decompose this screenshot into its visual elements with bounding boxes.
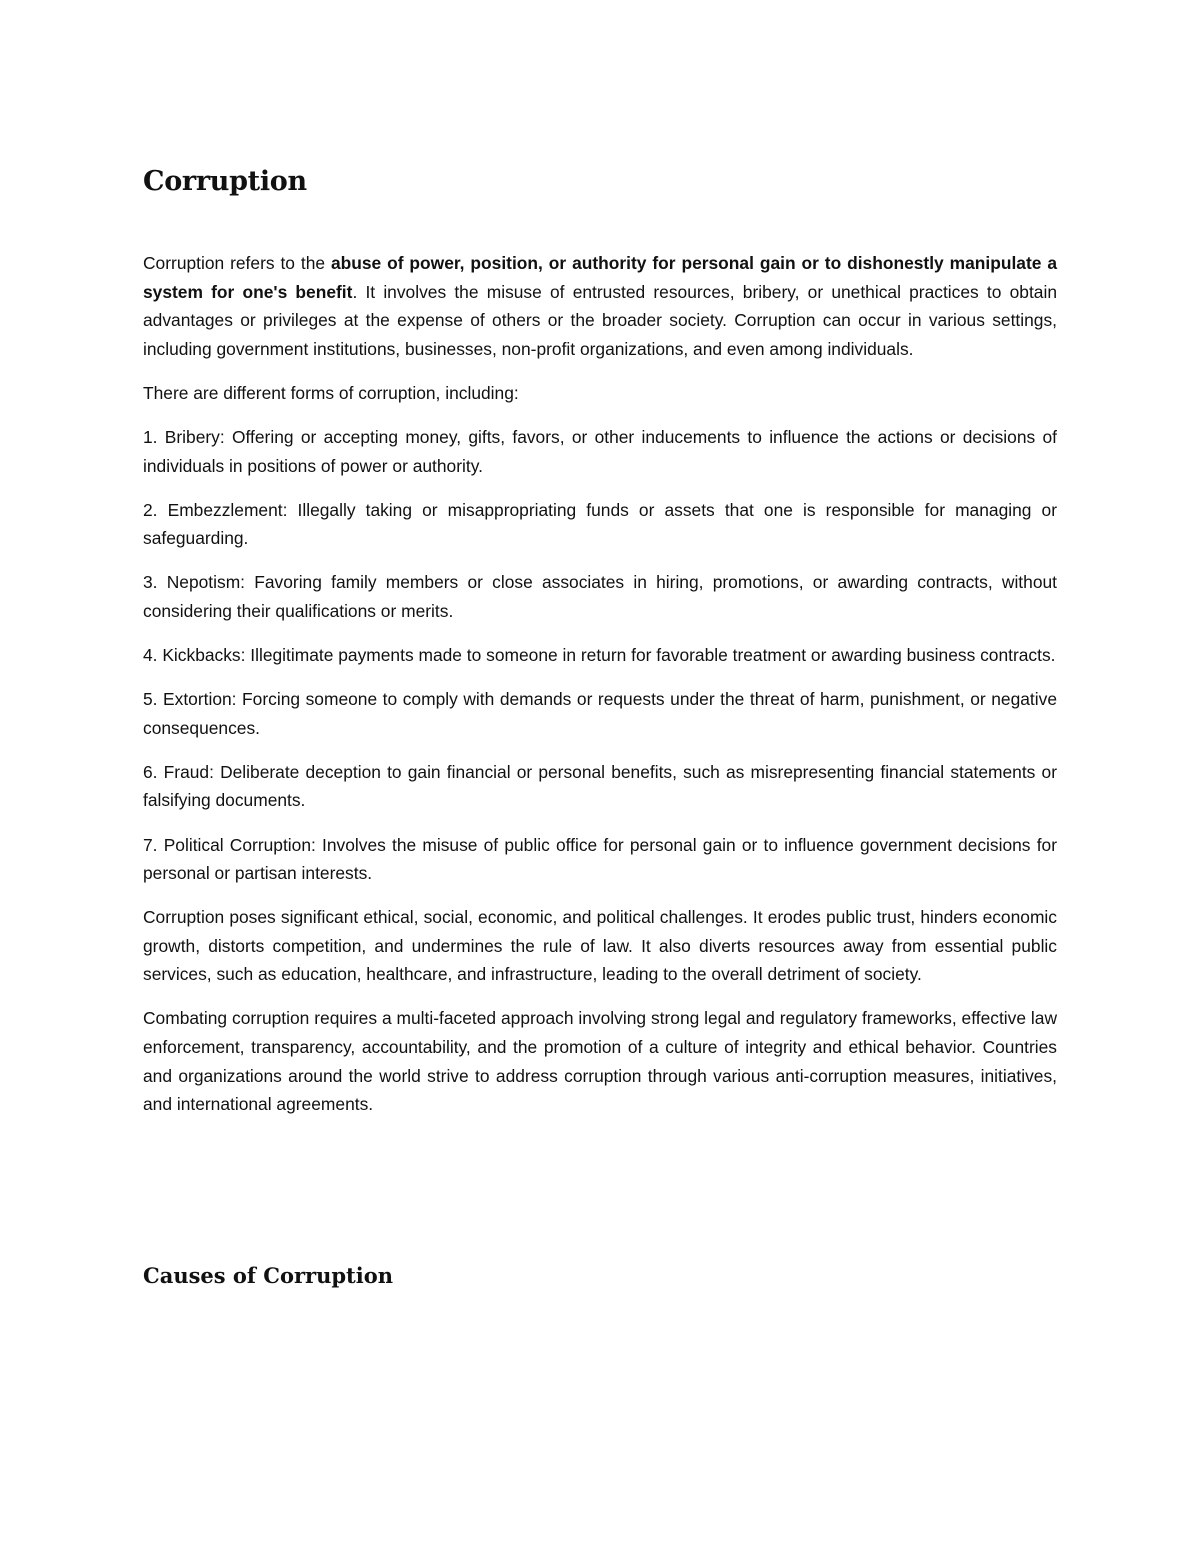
section-heading-causes: Causes of Corruption [143, 1263, 394, 1288]
combating-paragraph: Combating corruption requires a multi-faceted approach involving strong legal and regulatory frameworks, effective law enforcement, transparency, accountability, and the promotion of a culture of integrity and ethical behavior. Countries and organizations around the world strive to address corruption through various anti-corruption measures, initiatives, and international agreements. [143, 1008, 1057, 1115]
forms-intro-paragraph: There are different forms of corruption, including: [143, 382, 519, 403]
intro-paragraph [143, 249, 1057, 363]
form-item-bribery: 1. Bribery: Offering or accepting money, gifts, favors, or other inducements to influence the actions or decisions of individuals in positions of power or authority. [143, 426, 1057, 476]
document-body [143, 249, 1057, 1134]
form-item-extortion: 5. Extortion: Forcing someone to comply with demands or requests under the threat of harm, punishment, or negative consequences. [143, 689, 1057, 738]
form-item-embezzlement: 2. Embezzlement: Illegally taking or misappropriating funds or assets that one is responsible for managing or safeguarding. [143, 499, 1057, 549]
intro-rest: . It involves the misuse of entrusted resources, bribery, or unethical practices to obtain advantages or privileges at the expense of others or the broader society. Corruption can occur in various settings, including government institutions, businesses, non-profit organizations, and even among individuals. [143, 281, 1057, 359]
document-title: Corruption [143, 166, 307, 197]
form-item-political-corruption: 7. Political Corruption: Involves the misuse of public office for personal gain or to influence government decisions for personal or partisan interests. [143, 834, 1057, 884]
form-item-fraud: 6. Fraud: Deliberate deception to gain financial or personal benefits, such as misrepresenting financial statements or falsifying documents. [143, 761, 1057, 811]
intro-definition-bold: abuse of power, position, or authority for personal gain or to dishonestly manipulate a system for one's benefit [143, 253, 1058, 302]
intro-lead: Corruption refers to the [143, 253, 331, 273]
challenges-paragraph: Corruption poses significant ethical, social, economic, and political challenges. It erodes public trust, hinders economic growth, distorts competition, and undermines the rule of law. It also diverts resources away from essential public services, such as education, healthcare, and infrastructure, leading to the overall detriment of society. [143, 907, 1057, 985]
form-item-nepotism: 3. Nepotism: Favoring family members or close associates in hiring, promotions, or awarding contracts, without considering their qualifications or merits. [143, 572, 1057, 621]
form-item-kickbacks: 4. Kickbacks: Illegitimate payments made to someone in return for favorable treatment or awarding business contracts. [143, 645, 1056, 666]
